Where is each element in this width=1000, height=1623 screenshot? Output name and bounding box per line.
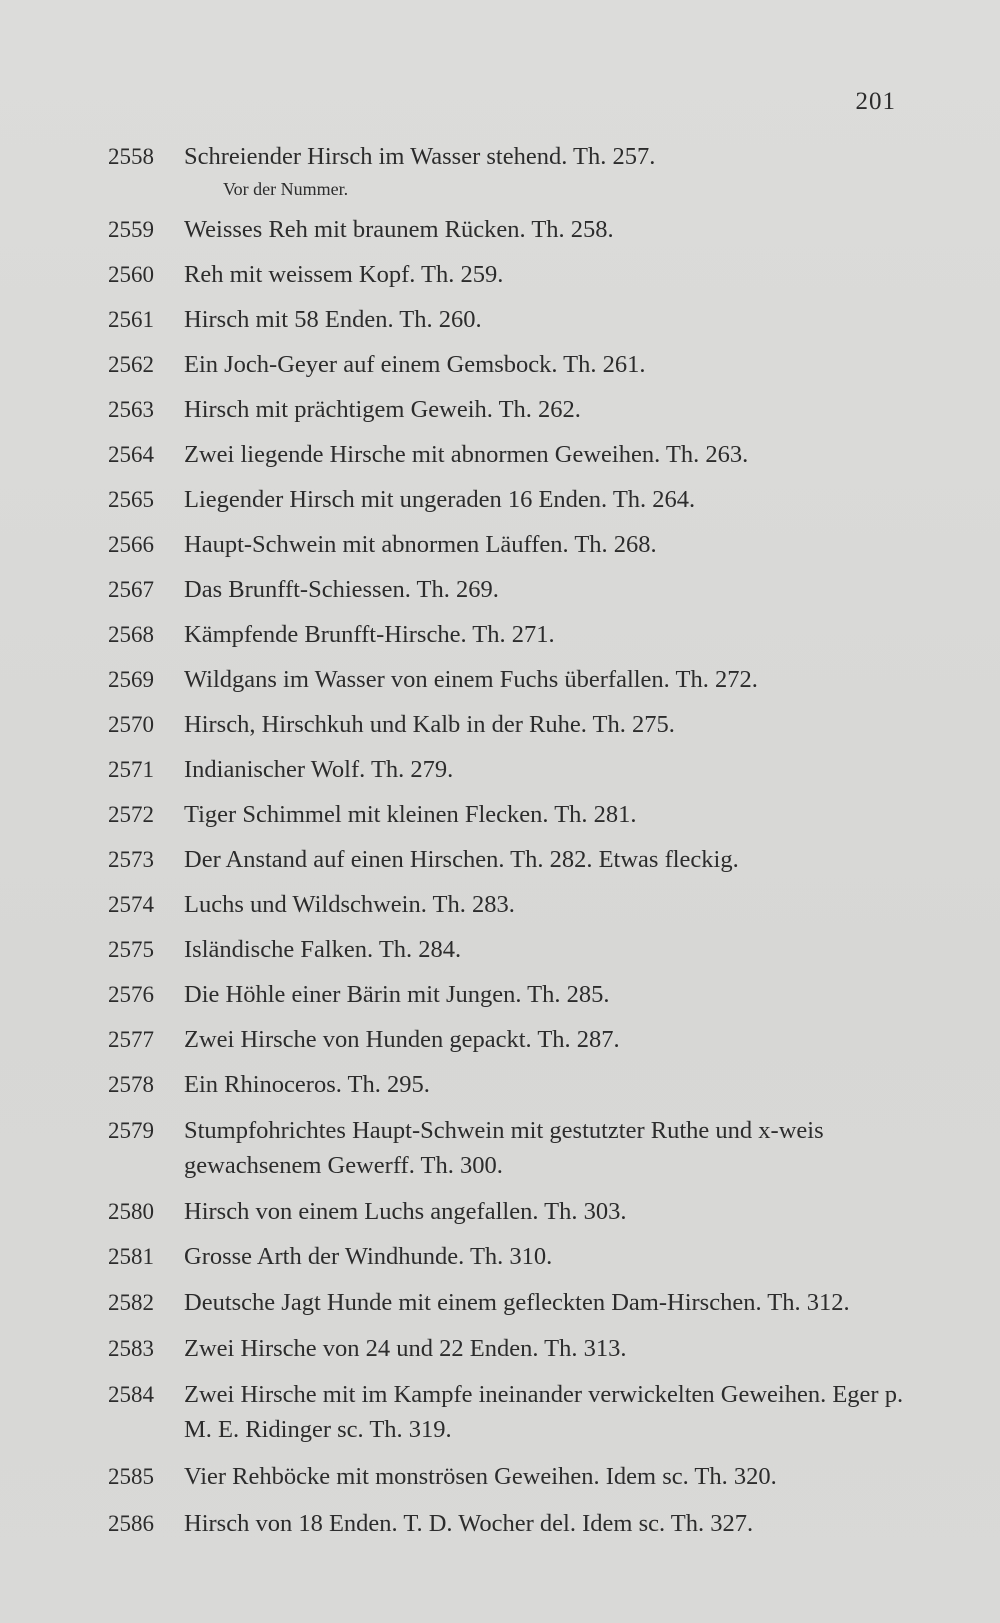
entry-number: 2576 [108, 982, 154, 1007]
entry-text: Hirsch mit 58 Enden. Th. 260. [184, 306, 482, 333]
entry-text: Kämpfende Brunfft-Hirsche. Th. 271. [184, 621, 555, 648]
list-item [108, 393, 908, 426]
entry-number: 2559 [108, 217, 154, 242]
entry-number: 2586 [108, 1511, 154, 1536]
entry-text: Vier Rehböcke mit monströsen Geweihen. Idem sc. Th. 320. [184, 1463, 777, 1490]
entry-number: 2562 [108, 352, 154, 377]
entry-text: Der Anstand auf einen Hirschen. Th. 282. Etwas fleckig. [184, 846, 739, 873]
list-item [108, 798, 908, 831]
entry-number: 2573 [108, 847, 154, 872]
entry-text: Hirsch von einem Luchs angefallen. Th. 303. [184, 1198, 627, 1225]
entry-number: 2583 [108, 1336, 154, 1361]
list-item [108, 1240, 908, 1273]
list-item [108, 843, 908, 876]
entry-number: 2572 [108, 802, 154, 827]
entry-text: Haupt-Schwein mit abnormen Läuffen. Th. 268. [184, 531, 657, 558]
list-item [108, 663, 908, 696]
list-item [108, 1113, 908, 1183]
entry-text: Hirsch von 18 Enden. T. D. Wocher del. Idem sc. Th. 327. [184, 1510, 754, 1537]
list-item [108, 258, 908, 291]
list-item [108, 303, 908, 336]
entry-text: Stumpfohrichtes Haupt-Schwein mit gestutzter Ruthe und x-weis gewachsenem Gewerff. Th. 300. [184, 1117, 824, 1179]
entry-number: 2582 [108, 1290, 154, 1315]
list-item [108, 1459, 908, 1494]
list-item [108, 483, 908, 516]
entry-text: Tiger Schimmel mit kleinen Flecken. Th. 281. [184, 801, 637, 828]
list-item [108, 213, 908, 246]
list-item [108, 753, 908, 786]
entry-text: Zwei Hirsche mit im Kampfe ineinander verwickelten Geweihen. Eger p. M. E. Ridinger sc. Th. 319. [184, 1381, 904, 1443]
entry-text: Zwei liegende Hirsche mit abnormen Geweihen. Th. 263. [184, 441, 749, 468]
list-item [108, 1023, 908, 1056]
entry-text: Ein Joch-Geyer auf einem Gemsbock. Th. 261. [184, 351, 646, 378]
list-item [108, 618, 908, 651]
entry-text: Die Höhle einer Bärin mit Jungen. Th. 285. [184, 981, 610, 1008]
list-item [108, 888, 908, 921]
entry-number: 2565 [108, 487, 154, 512]
list-item [108, 1506, 908, 1541]
list-item [108, 528, 908, 561]
entry-text: Isländische Falken. Th. 284. [184, 936, 462, 963]
page-number: 201 [855, 88, 896, 115]
entry-number: 2585 [108, 1464, 154, 1489]
entry-number: 2584 [108, 1382, 154, 1407]
entry-number: 2579 [108, 1118, 154, 1143]
entry-number: 2563 [108, 397, 154, 422]
entry-number: 2566 [108, 532, 154, 557]
entry-number: 2580 [108, 1199, 154, 1224]
entry-text: Zwei Hirsche von Hunden gepackt. Th. 287. [184, 1026, 620, 1053]
list-item [108, 1377, 908, 1447]
list-item [108, 708, 908, 741]
list-item [108, 1195, 908, 1228]
entry-text: Hirsch mit prächtigem Geweih. Th. 262. [184, 396, 581, 423]
list-item [108, 1332, 908, 1365]
entry-number: 2564 [108, 442, 154, 467]
entry-number: 2568 [108, 622, 154, 647]
entry-number: 2577 [108, 1027, 154, 1052]
entry-number: 2575 [108, 937, 154, 962]
entry-text: Luchs und Wildschwein. Th. 283. [184, 891, 515, 918]
entry-number: 2569 [108, 667, 154, 692]
entry-number: 2558 [108, 144, 154, 169]
entry-number: 2574 [108, 892, 154, 917]
entry-note: Vor der Nummer. [223, 179, 349, 199]
entry-text: Reh mit weissem Kopf. Th. 259. [184, 261, 504, 288]
entry-number: 2560 [108, 262, 154, 287]
list-item [108, 140, 908, 173]
entry-text: Hirsch, Hirschkuh und Kalb in der Ruhe. Th. 275. [184, 711, 675, 738]
list-item [108, 933, 908, 966]
entry-text: Liegender Hirsch mit ungeraden 16 Enden. Th. 264. [184, 486, 696, 513]
list-item [108, 1068, 908, 1101]
list-item [108, 438, 908, 471]
entry-number: 2567 [108, 577, 154, 602]
entry-text: Grosse Arth der Windhunde. Th. 310. [184, 1243, 553, 1270]
list-item [108, 1285, 908, 1320]
list-item [108, 978, 908, 1011]
entry-text: Ein Rhinoceros. Th. 295. [184, 1071, 430, 1098]
entry-text: Zwei Hirsche von 24 und 22 Enden. Th. 313. [184, 1335, 627, 1362]
entry-text: Deutsche Jagt Hunde mit einem gefleckten Dam-Hirschen. Th. 312. [184, 1289, 850, 1316]
entry-number: 2571 [108, 757, 154, 782]
entry-text: Das Brunfft-Schiessen. Th. 269. [184, 576, 499, 603]
list-item [108, 348, 908, 381]
entry-number: 2561 [108, 307, 154, 332]
entry-text: Wildgans im Wasser von einem Fuchs überfallen. Th. 272. [184, 666, 758, 693]
list-item [108, 573, 908, 606]
entry-number: 2578 [108, 1072, 154, 1097]
entry-text: Weisses Reh mit braunem Rücken. Th. 258. [184, 216, 614, 243]
entry-text: Indianischer Wolf. Th. 279. [184, 756, 454, 783]
catalogue-entries [108, 140, 908, 1553]
entry-number: 2581 [108, 1244, 154, 1269]
entry-text: Schreiender Hirsch im Wasser stehend. Th. 257. [184, 143, 656, 170]
entry-number: 2570 [108, 712, 154, 737]
